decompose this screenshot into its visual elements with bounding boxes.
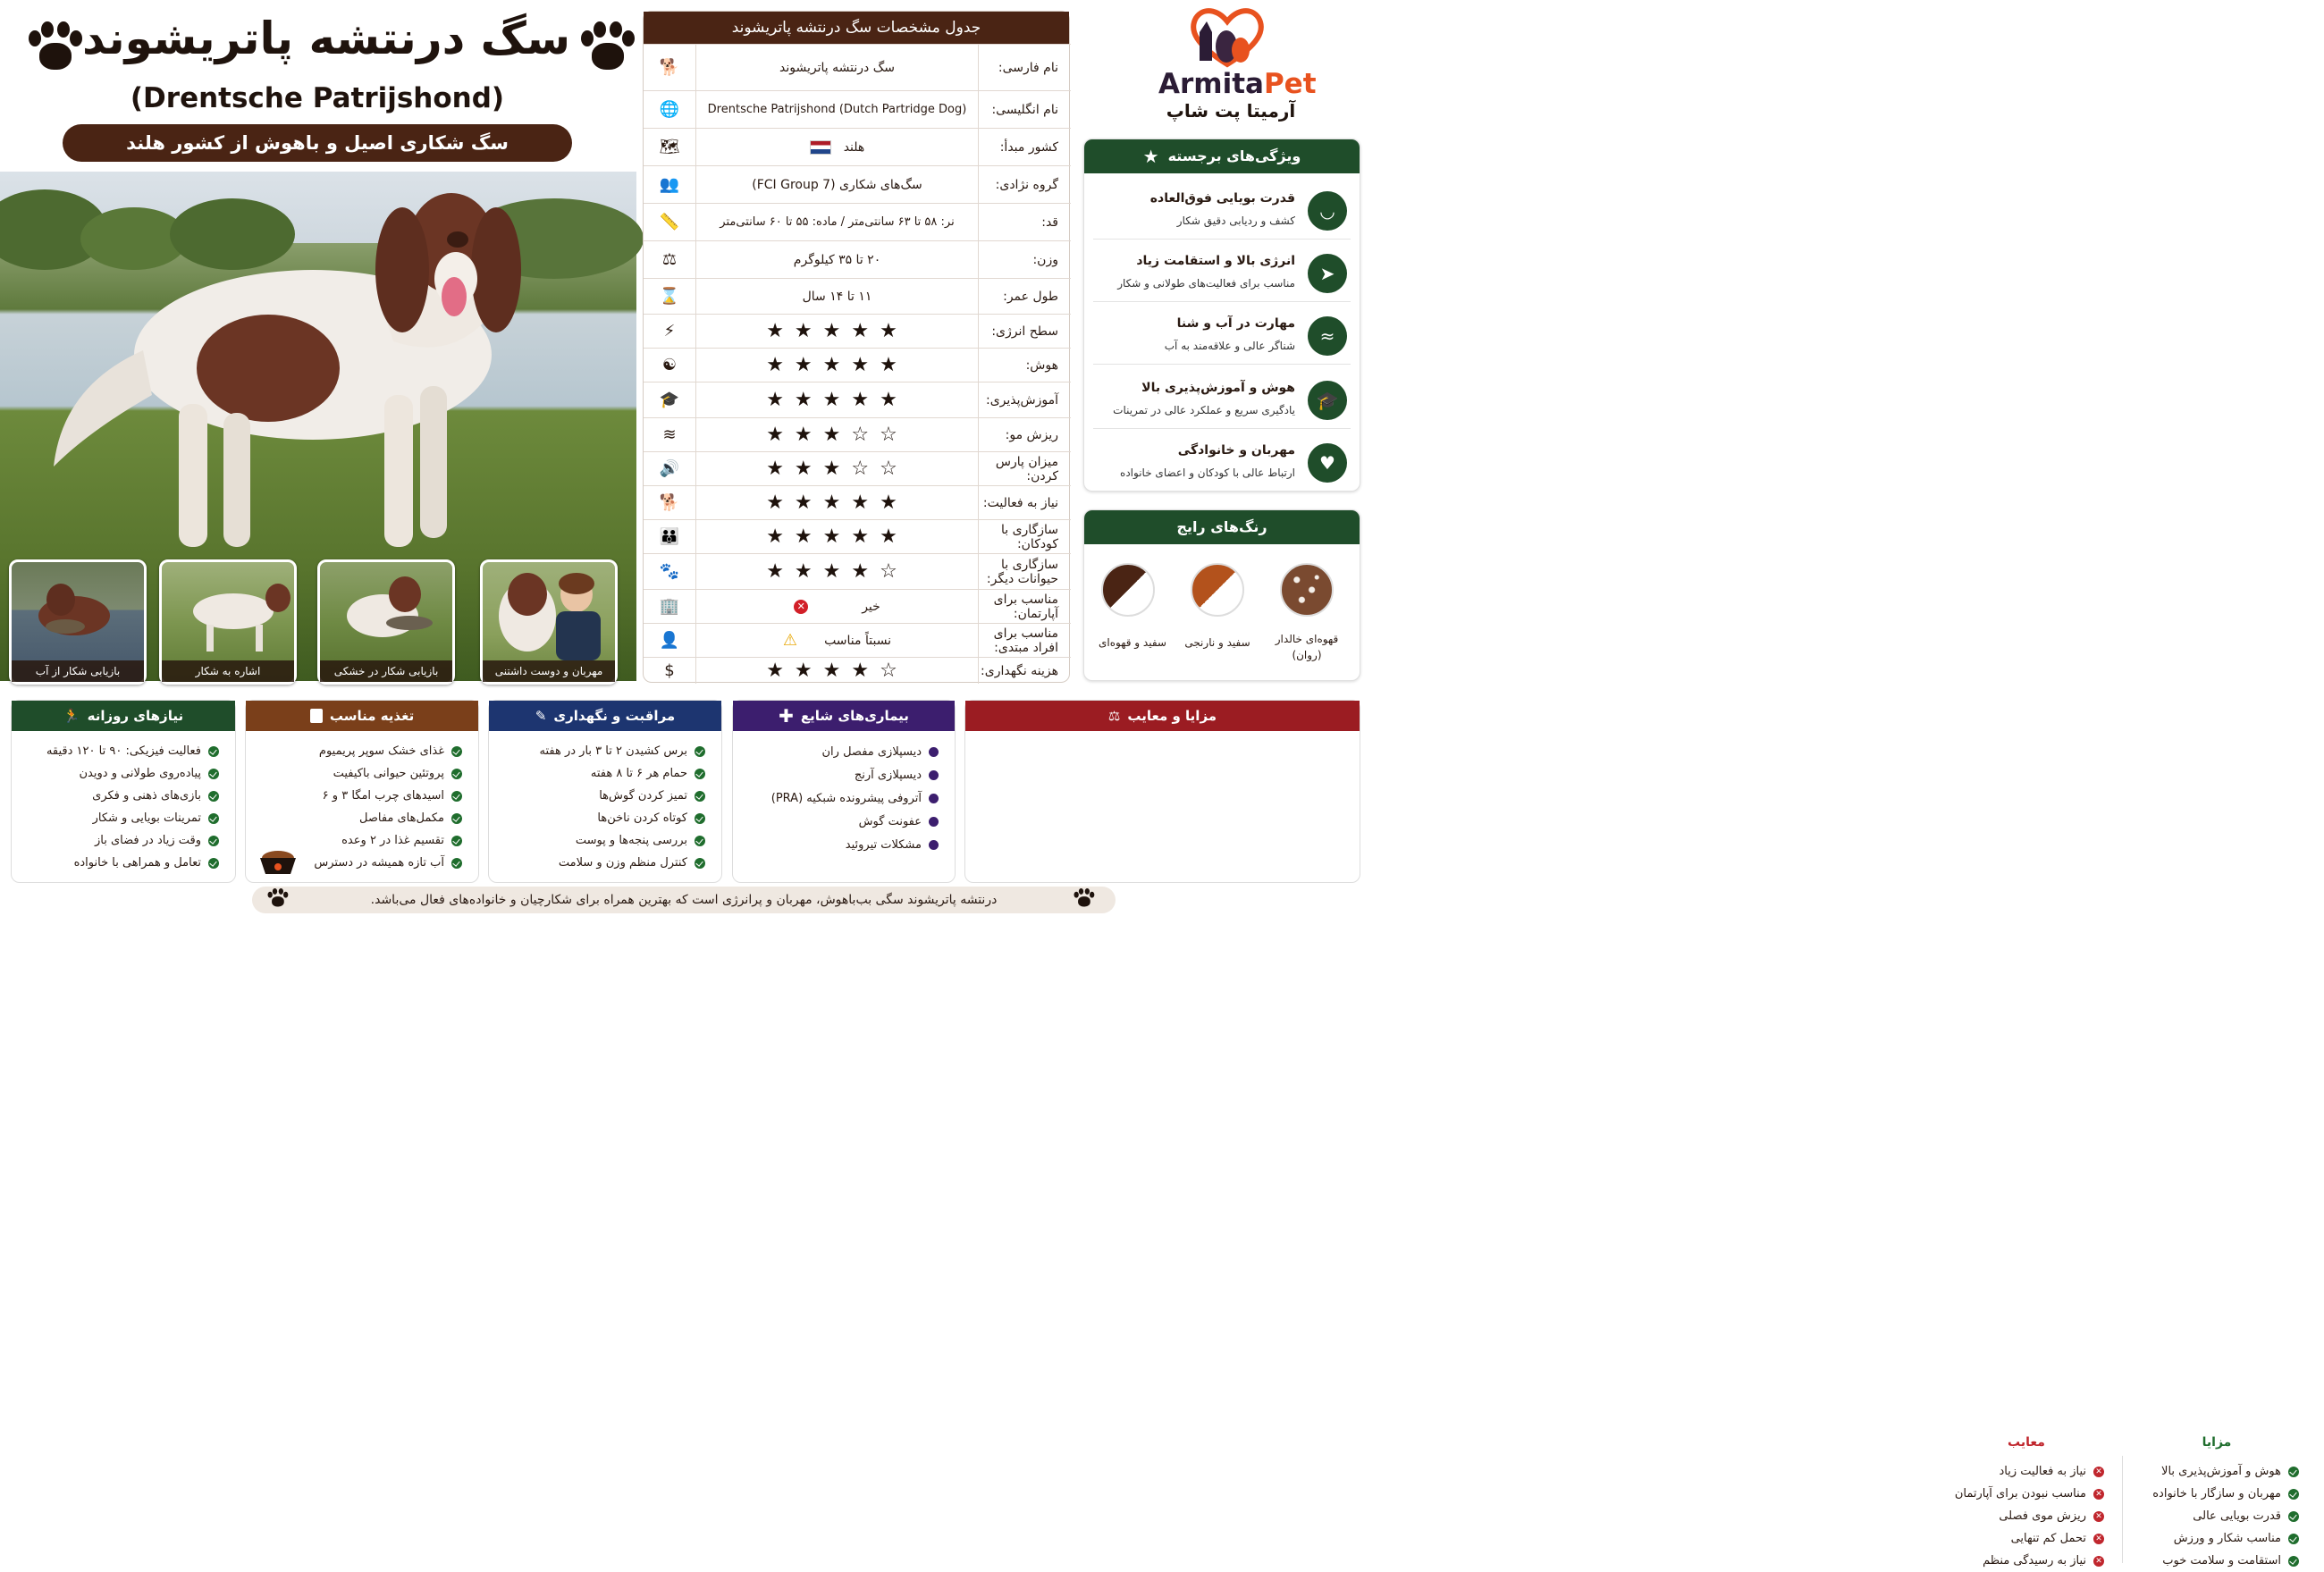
star-rating: ★★★★★ (766, 354, 908, 376)
speaker-icon: 🔊 (659, 459, 680, 478)
list-item-text: نیاز به فعالیت زیاد (1999, 1465, 2086, 1478)
feature-item (1093, 247, 1351, 302)
bolt-icon: ⚡ (663, 322, 676, 340)
list-item-text: مناسب نبودن برای آپارتمان (1954, 1487, 2086, 1501)
feature-title: قدرت بویایی فوق‌العاده (1149, 191, 1295, 206)
footer-text: درنتشه پاتریشوند سگی بب‌باهوش، مهربان و پرانرژی است که بهترین همراه برای شکارچیان و خانواده‌های فعال می‌باشد. (370, 893, 998, 907)
list-item (2124, 1483, 2299, 1505)
list-item-text: آتروفی پیشرونده شبکیه (PRA) (770, 791, 922, 805)
swatch-white-brown (1101, 563, 1155, 617)
hourglass-icon: ⌛ (659, 287, 680, 306)
spec-row (644, 90, 1071, 128)
check-icon (695, 813, 705, 824)
daily-needs-list (12, 731, 235, 874)
cons-title: معایب (2008, 1435, 2045, 1450)
rating-stars (695, 315, 978, 348)
daily-needs-box (11, 700, 236, 883)
spec-label: سطح انرژی: (978, 315, 1071, 348)
check-icon (208, 746, 219, 757)
graduation-cap-icon: 🎓 (1308, 381, 1347, 420)
check-icon (2288, 1511, 2299, 1522)
list-item (733, 763, 939, 786)
list-item-text: آب تازه همیشه در دسترس (314, 856, 444, 870)
list-item (12, 740, 219, 762)
spec-label: نیاز به فعالیت: (978, 486, 1071, 519)
spec-row (644, 553, 1071, 589)
list-item-text: قدرت بویایی عالی (2193, 1509, 2281, 1523)
check-icon (695, 836, 705, 846)
list-item-text: نیاز به رسیدگی منظم (1983, 1554, 2086, 1568)
weight-icon: ⚖ (661, 250, 678, 269)
list-item (1932, 1505, 2104, 1527)
x-icon: ✕ (2093, 1489, 2104, 1500)
tagline: سگ شکاری اصیل و باهوش از کشور هلند (63, 124, 572, 162)
brush-icon: ✎ (535, 708, 547, 724)
color-label: سفید و نارنجی (1184, 636, 1250, 649)
check-icon (208, 836, 219, 846)
paw-icon: 🐾 (659, 562, 680, 581)
spec-row (644, 240, 1071, 278)
features-box (1083, 139, 1360, 492)
care-title: مراقبت و نگهداری (553, 708, 676, 724)
rating-stars (695, 658, 978, 684)
spec-value-text: سگ‌های شکاری (FCI Group 7) (752, 177, 922, 192)
check-icon (208, 769, 219, 779)
spec-row (644, 44, 1071, 90)
check-icon (2288, 1534, 2299, 1544)
spec-value-text: ۱۱ تا ۱۴ سال (802, 289, 872, 304)
spec-value (695, 241, 978, 278)
bullet-icon (929, 817, 939, 827)
brain-icon: ☯ (661, 356, 678, 374)
list-item-text: ریزش موی فصلی (1999, 1509, 2086, 1523)
list-item (2124, 1505, 2299, 1527)
list-item (489, 785, 705, 807)
thumb-caption: مهربان و دوست داشتنی (483, 660, 615, 682)
swatch-liver-roan (1280, 563, 1334, 617)
list-item (2124, 1460, 2299, 1483)
spec-value (695, 91, 978, 128)
spec-row (644, 382, 1071, 417)
list-item (489, 740, 705, 762)
feature-subtitle: ارتباط عالی با کودکان و اعضای خانواده (1120, 467, 1295, 479)
bullet-icon (929, 770, 939, 780)
x-icon: ✕ (2093, 1511, 2104, 1522)
list-item-text: استقامت و سلامت خوب (2162, 1554, 2281, 1568)
spec-label: هوش: (978, 349, 1071, 382)
page-title: سگ درنتشه پاتریشوند (81, 13, 571, 64)
list-item (246, 762, 462, 785)
list-item-text: برس کشیدن ۲ تا ۳ بار در هفته (539, 744, 687, 758)
spec-table-title: جدول مشخصات سگ درنتشه پاتریشوند (644, 12, 1069, 44)
feature-item (1093, 184, 1351, 240)
check-icon (451, 791, 462, 802)
list-item (12, 785, 219, 807)
food-bag-icon (310, 709, 323, 723)
spec-row (644, 417, 1071, 451)
feature-item (1093, 436, 1351, 492)
bullet-icon (929, 794, 939, 803)
list-item (12, 807, 219, 829)
footer-banner (252, 887, 1116, 913)
check-icon (695, 858, 705, 869)
list-item (1932, 1527, 2104, 1550)
dog-icon: 🐕 (659, 493, 680, 512)
english-title: (Drentsche Patrijshond) (130, 82, 505, 114)
nose-icon: ◡ (1308, 191, 1347, 231)
star-rating: ★★★★☆ (766, 660, 908, 682)
star-rating: ★★★★★ (766, 525, 908, 548)
list-item (12, 762, 219, 785)
check-icon (208, 858, 219, 869)
thumb-water-retrieve (9, 559, 147, 685)
feature-title: هوش و آموزش‌پذیری بالا (1141, 381, 1295, 395)
spec-label: نام فارسی: (978, 45, 1071, 90)
list-item (1932, 1550, 2104, 1572)
feature-item (1093, 374, 1351, 429)
hair-icon: ≋ (662, 425, 677, 444)
star-rating: ★★★☆☆ (766, 424, 908, 446)
paw-icon (1073, 888, 1097, 910)
rating-stars (695, 554, 978, 589)
pros-cons-title: مزایا و معایب (1127, 708, 1217, 724)
dog-icon: 🐕 (659, 58, 680, 77)
check-icon (451, 769, 462, 779)
diseases-list (733, 731, 955, 856)
feature-subtitle: مناسب برای فعالیت‌های طولانی و شکار (1117, 277, 1295, 290)
check-icon (695, 769, 705, 779)
list-item (246, 807, 462, 829)
list-item (733, 786, 939, 810)
paw-icon (25, 21, 88, 77)
list-item-text: تقسیم غذا در ۲ وعده (341, 834, 444, 847)
scale-icon: ⚖ (1107, 708, 1121, 724)
x-icon: ✕ (2093, 1534, 2104, 1544)
spec-row (644, 128, 1071, 165)
person-icon: 👤 (659, 631, 680, 650)
rating-stars (695, 452, 978, 485)
list-item-text: تمرینات بویایی و شکار (92, 811, 201, 825)
list-item-text: کوتاه کردن ناخن‌ها (597, 811, 687, 825)
rating-stars (695, 520, 978, 553)
rating-stars (695, 418, 978, 451)
list-item (1932, 1460, 2104, 1483)
list-item (1932, 1483, 2104, 1505)
list-item-text: فعالیت فیزیکی: ۹۰ تا ۱۲۰ دقیقه (46, 744, 201, 758)
colors-title: رنگ‌های رایج (1084, 510, 1360, 544)
feature-subtitle: کشف و ردیابی دقیق شکار (1176, 214, 1295, 227)
diseases-box (732, 700, 956, 883)
cons-list (1932, 1451, 2120, 1572)
ruler-icon: 📏 (659, 213, 680, 231)
spec-label: کشور مبدأ: (978, 129, 1071, 165)
thumb-land-retrieve (317, 559, 455, 685)
check-icon (451, 813, 462, 824)
list-item-text: دیسپلازی مفصل ران (821, 744, 922, 759)
group-icon: 👥 (659, 175, 680, 194)
spec-row (644, 519, 1071, 553)
color-label: سفید و قهوه‌ای (1099, 636, 1166, 649)
rating-stars (695, 349, 978, 382)
family-icon: 👪 (659, 527, 680, 546)
feature-subtitle: شناگر عالی و علاقه‌مند به آب (1164, 340, 1295, 352)
list-item-text: هوش و آموزش‌پذیری بالا (2161, 1465, 2281, 1478)
pros-title: مزایا (2202, 1435, 2232, 1450)
list-item (733, 833, 939, 856)
list-item-text: تحمل کم تنهایی (2010, 1532, 2086, 1545)
spec-value (695, 45, 978, 90)
pros-cons-box (964, 700, 2281, 1568)
spec-label: آموزش‌پذیری: (978, 382, 1071, 417)
spec-row (644, 589, 1071, 623)
care-list (489, 731, 721, 874)
list-item (246, 740, 462, 762)
nutrition-title: تغذیه مناسب (329, 708, 415, 724)
spec-row (644, 314, 1071, 348)
list-item-text: بازی‌های ذهنی و فکری (92, 789, 201, 803)
spec-label: هزینه نگهداری: (978, 658, 1071, 684)
thumb-caption: اشاره به شکار (162, 660, 294, 682)
list-item (489, 852, 705, 874)
list-item (489, 762, 705, 785)
brand-name-fa: آرمیتا پت شاپ (1166, 100, 1296, 122)
feature-subtitle: یادگیری سریع و عملکرد عالی در تمرینات (1113, 404, 1295, 416)
check-icon (695, 791, 705, 802)
feature-title: مهربان و خانوادگی (1177, 443, 1295, 458)
pros-list (2124, 1451, 2315, 1572)
check-icon (451, 858, 462, 869)
color-label: قهوه‌ای خالدار (روان) (1275, 633, 1339, 661)
spec-value-text: هلند (843, 139, 865, 155)
spec-row (644, 623, 1071, 657)
list-item-text: کنترل منظم وزن و سلامت (558, 856, 687, 870)
spec-label: قد: (978, 204, 1071, 240)
spec-row (644, 485, 1071, 519)
spec-row (644, 278, 1071, 314)
spec-label: سازگاری با کودکان: (978, 520, 1071, 553)
list-item (2124, 1527, 2299, 1550)
feature-item (1093, 309, 1351, 365)
spec-label: ریزش مو: (978, 418, 1071, 451)
list-item (2124, 1550, 2299, 1572)
dollar-icon: $ (664, 661, 675, 680)
paw-icon (577, 21, 640, 77)
list-item-text: حمام هر ۶ تا ۸ هفته (590, 767, 687, 780)
spec-value-text: نر: ۵۸ تا ۶۳ سانتی‌متر / ماده: ۵۵ تا ۶۰ سانتی‌متر (720, 215, 955, 229)
check-icon (208, 813, 219, 824)
list-item-text: وقت زیاد در فضای باز (95, 834, 201, 847)
list-item-text: مکمل‌های مفاصل (358, 811, 444, 825)
spec-label: گروه نژادی: (978, 166, 1071, 203)
nutrition-box (245, 700, 479, 883)
spec-value (695, 279, 978, 314)
plus-icon: ✚ (779, 705, 794, 727)
diseases-title: بیماری‌های شایع (800, 708, 909, 724)
running-dog-icon: ➤ (1308, 254, 1347, 293)
check-icon (451, 836, 462, 846)
building-icon: 🏢 (659, 597, 680, 616)
bullet-icon (929, 747, 939, 757)
spec-value-text: سگ درنتشه پاتریشوند (779, 60, 895, 75)
list-item-text: دیسپلازی آرنج (854, 768, 922, 782)
list-item (733, 740, 939, 763)
spec-label: نام انگلیسی: (978, 91, 1071, 128)
bullet-icon (929, 840, 939, 850)
star-rating: ★★★★☆ (766, 560, 908, 583)
spec-label: وزن: (978, 241, 1071, 278)
map-icon: 🗺 (659, 138, 680, 156)
netherlands-flag-icon (810, 140, 831, 155)
globe-icon: 🌐 (659, 100, 680, 119)
paw-icon (266, 888, 290, 910)
star-icon: ★ (1142, 146, 1159, 167)
list-item-text: پیاده‌روی طولانی و دویدن (79, 767, 201, 780)
spec-label: مناسب برای افراد مبتدی: (978, 624, 1071, 657)
spec-value-text: نسبتاً مناسب (824, 633, 892, 648)
list-item-text: غذای خشک سوپر پریمیوم (318, 744, 444, 758)
list-item-text: اسیدهای چرب امگا ۳ و ۶ (322, 789, 444, 803)
food-bowl-icon (258, 845, 298, 878)
heart-icon: ♥ (1308, 443, 1347, 483)
thumb-with-child (480, 559, 618, 685)
list-item-text: مناسب شکار و ورزش (2173, 1532, 2281, 1545)
check-icon (451, 746, 462, 757)
spec-table (643, 11, 1070, 683)
feature-title: مهارت در آب و شنا (1176, 316, 1295, 331)
star-rating: ★★★★★ (766, 320, 908, 342)
list-item (246, 785, 462, 807)
check-icon (695, 746, 705, 757)
spec-value (695, 129, 978, 165)
list-item (489, 807, 705, 829)
spec-label: میزان پارس کردن: (978, 452, 1071, 485)
spec-value-text: Drentsche Patrijshond (Dutch Partridge Dog) (707, 103, 967, 116)
spec-value (695, 624, 978, 657)
spec-value (695, 166, 978, 203)
spec-row (644, 203, 1071, 240)
warning-icon: ⚠ (782, 631, 798, 650)
spec-row (644, 348, 1071, 382)
thumb-caption: بازیابی شکار در خشکی (320, 660, 452, 682)
daily-needs-title: نیازهای روزانه (87, 708, 184, 724)
thumb-pointing (159, 559, 297, 685)
graduation-cap-icon: 🎓 (659, 391, 680, 409)
list-item (12, 829, 219, 852)
star-rating: ★★★☆☆ (766, 458, 908, 480)
spec-label: سازگاری با حیوانات دیگر: (978, 554, 1071, 589)
star-rating: ★★★★★ (766, 492, 908, 514)
spec-value-text: ۲۰ تا ۳۵ کیلوگرم (793, 252, 881, 267)
list-item-text: پروتئین حیوانی باکیفیت (333, 767, 444, 780)
rating-stars (695, 486, 978, 519)
x-icon: ✕ (2093, 1556, 2104, 1567)
spec-row (644, 657, 1071, 684)
list-item-text: تمیز کردن گوش‌ها (599, 789, 687, 803)
list-item (733, 810, 939, 833)
list-item (12, 852, 219, 874)
spec-label: مناسب برای آپارتمان: (978, 590, 1071, 623)
spec-row (644, 165, 1071, 203)
list-item-text: عفونت گوش (858, 814, 922, 828)
list-item-text: مهربان و سازگار با خانواده (2152, 1487, 2281, 1501)
spec-value (695, 590, 978, 623)
star-rating: ★★★★★ (766, 389, 908, 411)
list-item-text: تعامل و همراهی با خانواده (73, 856, 201, 870)
spec-label: طول عمر: (978, 279, 1071, 314)
check-icon (2288, 1489, 2299, 1500)
check-icon (2288, 1556, 2299, 1567)
list-item (489, 829, 705, 852)
swatch-white-orange (1191, 563, 1244, 617)
check-icon (208, 791, 219, 802)
features-title: ویژگی‌های برجسته (1167, 147, 1301, 164)
x-icon: ✕ (2093, 1467, 2104, 1477)
spec-value-text: خیر (862, 599, 880, 614)
no-icon: ✕ (794, 600, 808, 614)
spec-value (695, 204, 978, 240)
thumb-caption: بازیابی شکار از آب (12, 660, 144, 682)
running-icon: 🏃 (63, 708, 80, 724)
list-item-text: مشکلات تیروئید (845, 837, 922, 852)
list-item-text: بررسی پنجه‌ها و پوست (575, 834, 687, 847)
water-icon: ≈ (1308, 316, 1347, 356)
check-icon (2288, 1467, 2299, 1477)
brand-logo-icon (1187, 5, 1267, 68)
care-box (488, 700, 722, 883)
rating-stars (695, 382, 978, 417)
brand-name: ArmitaPet (1158, 68, 1317, 100)
spec-row (644, 451, 1071, 485)
feature-title: انرژی بالا و استقامت زیاد (1136, 254, 1295, 268)
